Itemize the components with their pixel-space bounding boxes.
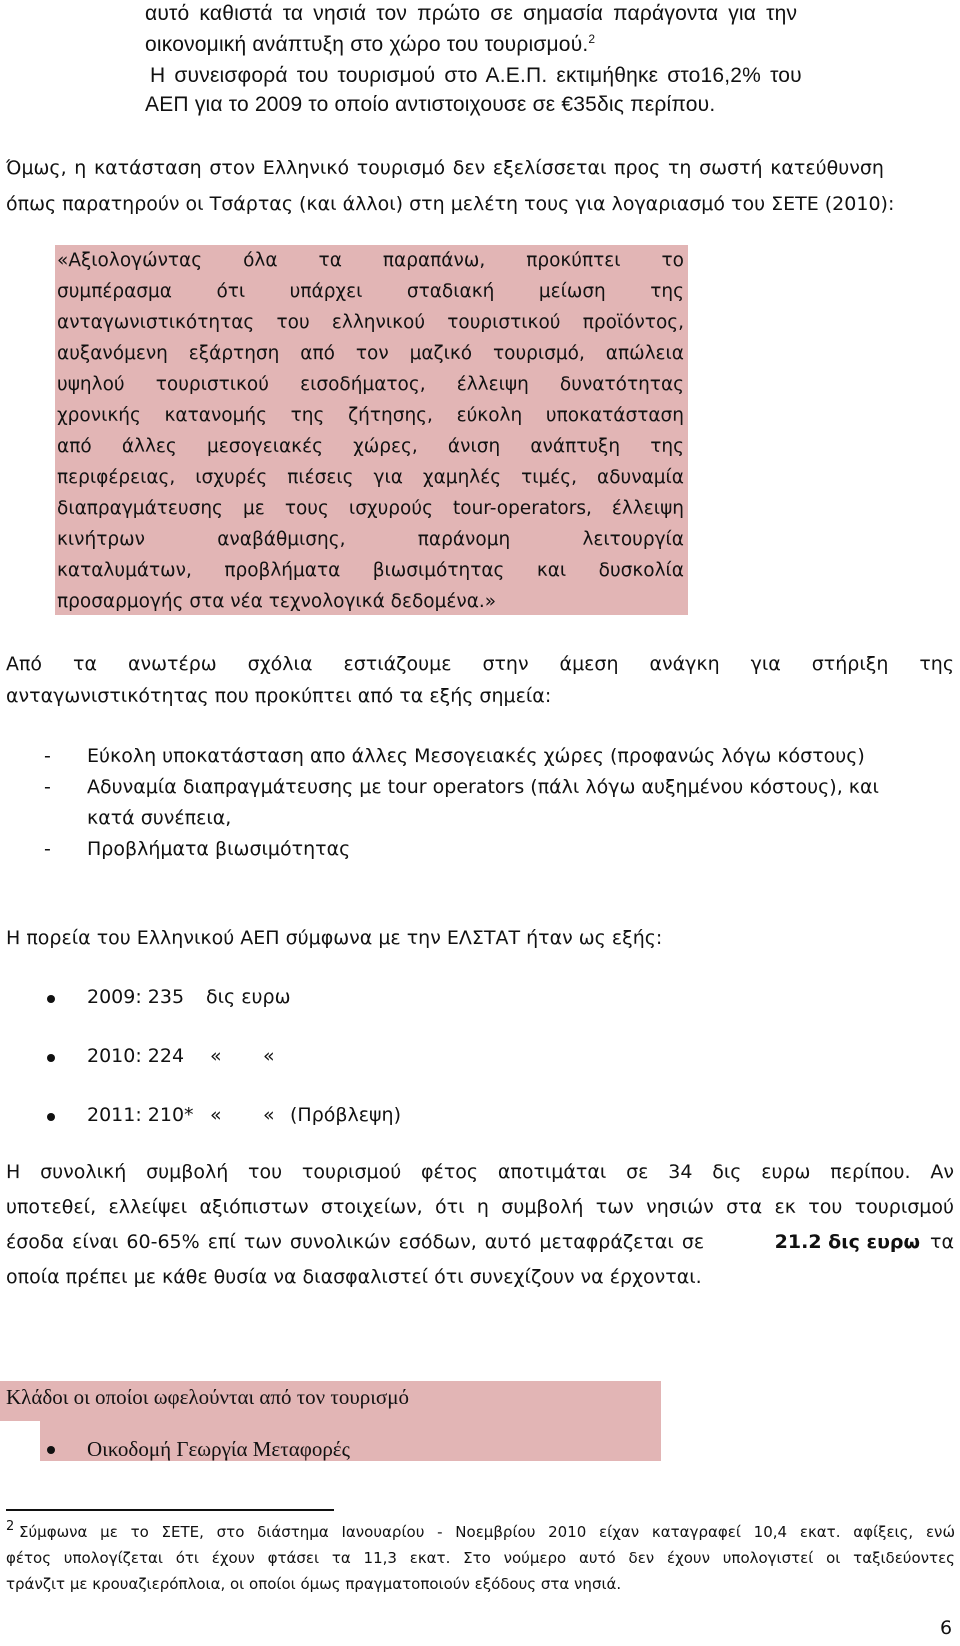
page-number: 6: [940, 1617, 953, 1639]
gdp-item-unit-2: «: [263, 1104, 275, 1126]
quote-line: [57, 560, 684, 581]
gdp-item-unit: δις ευρω: [206, 986, 291, 1008]
footnote-ref[interactable]: 2: [588, 32, 596, 46]
gdp-intro: Η πορεία του Ελληνικού ΑΕΠ σύμφωνα με την ΕΛΣΤΑΤ ήταν ως εξής:: [6, 927, 663, 949]
quote-line: [57, 436, 684, 457]
para3-line-2: υποτεθεί, ελλείψει αξιόπιστων στοιχείων, ότι η συμβολή των νησιών στα εκ του τουρισμού: [6, 1196, 954, 1218]
bullet-dot: [47, 1113, 55, 1121]
quote-line: [57, 281, 684, 302]
para3-line-4: οποία πρέπει με κάθε θυσία να διασφαλιστεί ότι συνεχίζουν να έρχονται.: [6, 1266, 702, 1288]
dash-item-2-line-1: Αδυναμία διαπραγμάτευσης με tour operators (πάλι λόγω αυξημένου κόστους), και: [87, 776, 879, 798]
quote-line: [57, 343, 684, 364]
quote-text: καταλυμάτων, προβλήματα βιωσιμότητας και δυσκολία: [57, 560, 684, 581]
quote-text: προσαρμογής στα νέα τεχνολογικά δεδομένα.»: [57, 591, 497, 612]
gdp-item-unit: «: [210, 1104, 222, 1126]
footnote-marker: 2: [6, 1519, 15, 1534]
quote-text: «Αξιολογώντας όλα τα παραπάνω, προκύπτει το: [57, 250, 684, 271]
dash-item-1: Εύκολη υποκατάσταση απο άλλες Μεσογειακές χώρες (προφανώς λόγω κόστους): [87, 745, 865, 767]
gdp-item-year: 2011: 210*: [87, 1104, 194, 1126]
para2-line-2: ανταγωνιστικότητας που προκύπτει από τα εξής σημεία:: [6, 685, 552, 707]
quote-line: [57, 312, 684, 333]
dash-marker: -: [44, 776, 51, 798]
dash-marker: -: [44, 838, 51, 860]
para3-line-3-tail: [775, 1231, 954, 1253]
para3-bold-amount: 21.2 δις ευρω: [774, 1231, 921, 1253]
bullet-dot: [47, 1054, 55, 1062]
para1-line-1: Όμως, η κατάσταση στον Ελληνικό τουρισμό δεν εξελίσσεται προς τη σωστή κατεύθυνση: [6, 157, 884, 179]
top-line-1: [145, 2, 857, 26]
top-line-3: Η συνεισφορά του τουρισμού στο Α.Ε.Π. εκτιμήθηκε στο16,2% του: [150, 64, 802, 87]
quote-line: [57, 467, 684, 488]
para3-line-3-pre: έσοδα είναι 60-65% επί των συνολικών εσόδων, αυτό μεταφράζεται σε: [6, 1231, 705, 1253]
footnote-line-2: φέτος υπολογίζεται ότι έχουν φτάσει τα 11,3 εκατ. Στο νούμερο αυτό δεν έχουν υπολογιστεί οι ταξιδεύοντες: [6, 1549, 955, 1567]
footnote-line-1: Σύμφωνα με το ΣΕΤΕ, στο διάστημα Ιανουαρίου - Νοεμβρίου 2010 είχαν καταγραφεί 10,4 εκατ. αφίξεις, ενώ: [19, 1523, 955, 1541]
footnote-line-3: τράνζιτ με κρουαζιερόπλοια, οι οποίοι όμως πραγματοποιούν εξόδους στα νησιά.: [6, 1575, 622, 1593]
quote-line: [57, 591, 684, 612]
para2-line-1: Από τα ανωτέρω σχόλια εστιάζουμε στην άμεση ανάγκη για στήριξη της: [6, 653, 954, 675]
quote-line: [57, 405, 684, 426]
top-line-4: ΑΕΠ για το 2009 το οποίο αντιστοιχουσε σε €35δις περίπου.: [145, 93, 716, 116]
quote-text: περιφέρειας, ισχυρές πιέσεις για χαμηλές τιμές, αδυναμία: [57, 467, 684, 488]
dash-item-3: Προβλήματα βιωσιμότητας: [87, 838, 351, 860]
dash-item-2-line-2: κατά συνέπεια,: [87, 807, 232, 829]
gdp-item-year: 2010: 224: [87, 1045, 185, 1067]
gdp-item-unit-2: «: [263, 1045, 275, 1067]
gdp-item-note: (Πρόβλεψη): [290, 1104, 402, 1126]
footnote-separator: [6, 1509, 334, 1511]
quote-text: από άλλες μεσογειακές χώρες, άνιση ανάπτυξη της: [57, 436, 684, 457]
gdp-item-year: 2009: 235: [87, 986, 185, 1008]
sectors-item: Οικοδομή Γεωργία Μεταφορές: [87, 1437, 350, 1461]
quote-line: [57, 374, 684, 395]
para3-line-3: [6, 1231, 954, 1253]
quote-text: αυξανόμενη εξάρτηση από τον μαζικό τουρισμό, απώλεια: [57, 343, 684, 364]
quote-line: [57, 250, 684, 271]
quote-text: διαπραγμάτευσης με τους ισχυρούς tour-operators, έλλειψη: [57, 498, 684, 519]
bullet-dot: [47, 1446, 55, 1454]
top-line-2: [145, 32, 595, 57]
sectors-heading: Κλάδοι οι οποίοι ωφελούνται από τον τουρισμό: [6, 1385, 409, 1409]
top-line-2-text: οικονομική ανάπτυξη στο χώρο του τουρισμού.: [145, 33, 589, 56]
para3-line-3-post: τα: [930, 1231, 954, 1253]
gdp-item-unit: «: [210, 1045, 222, 1067]
para1-line-2: όπως παρατηρούν οι Τσάρτας (και άλλοι) στη μελέτη τους για λογαριασμό του ΣΕΤΕ (2010):: [6, 193, 895, 215]
quote-text: κινήτρων αναβάθμισης, παράνομη λειτουργία: [57, 529, 684, 550]
dash-marker: -: [44, 745, 51, 767]
top-line-1-text: αυτό καθιστά τα νησιά τον πρώτο σε σημασία παράγοντα για την: [145, 2, 798, 25]
para3-line-1: Η συνολική συμβολή του τουρισμού φέτος αποτιμάται σε 34 δις ευρω περίπου. Αν: [6, 1161, 954, 1183]
quote-text: υψηλού τουριστικού εισοδήματος, έλλειψη δυνατότητας: [57, 374, 684, 395]
quote-text: ανταγωνιστικότητας του ελληνικού τουριστικού προϊόντος,: [57, 312, 684, 333]
quote-line: [57, 529, 684, 550]
quote-line: [57, 498, 684, 519]
quote-text: χρονικής κατανομής της ζήτησης, εύκολη υποκατάσταση: [57, 405, 684, 426]
bullet-dot: [47, 995, 55, 1003]
quote-text: συμπέρασμα ότι υπάρχει σταδιακή μείωση της: [57, 281, 684, 302]
